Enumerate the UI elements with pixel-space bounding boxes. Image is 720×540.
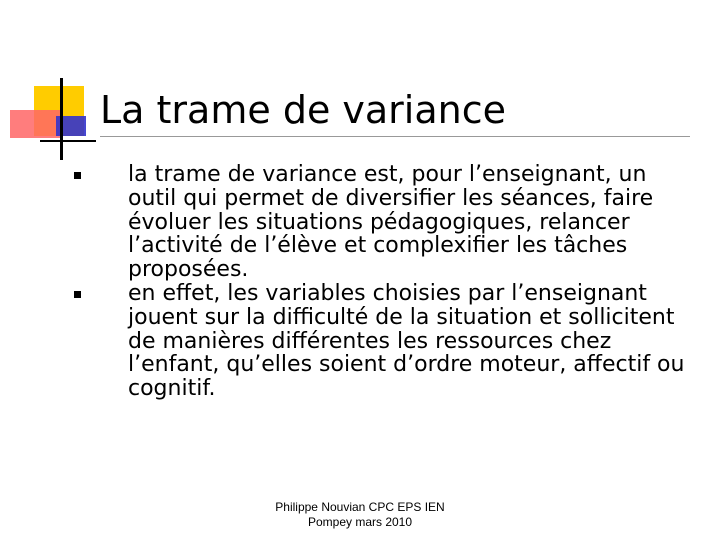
title-underline xyxy=(100,136,690,137)
square-bullet-icon xyxy=(74,291,81,298)
bullet-item xyxy=(128,282,698,401)
footer-author: Philippe Nouvian CPC EPS IEN xyxy=(275,500,445,514)
slide-footer xyxy=(230,500,490,530)
square-bullet-icon xyxy=(74,172,81,179)
bullet-item xyxy=(128,163,698,282)
decorative-logo xyxy=(0,0,100,170)
bullet-list xyxy=(128,163,698,401)
footer-place-date: Pompey mars 2010 xyxy=(307,515,413,529)
horizontal-line xyxy=(40,140,96,142)
vertical-line xyxy=(60,78,63,160)
slide-title: La trame de variance xyxy=(100,88,506,132)
red-square xyxy=(10,110,62,138)
bullet-text: en effet, les variables choisies par l’enseignant jouent sur la difficulté de la situation et sollicitent de manières différentes les ressources chez l’enfant, qu’elles soient d’ordre moteur, affectif ou cognitif. xyxy=(128,280,685,402)
bullet-text: la trame de variance est, pour l’enseignant, un outil qui permet de diversifier les séances, faire évoluer les situations pédagogiques, relancer l’activité de l’élève et complexifier les tâches proposées. xyxy=(128,162,654,283)
